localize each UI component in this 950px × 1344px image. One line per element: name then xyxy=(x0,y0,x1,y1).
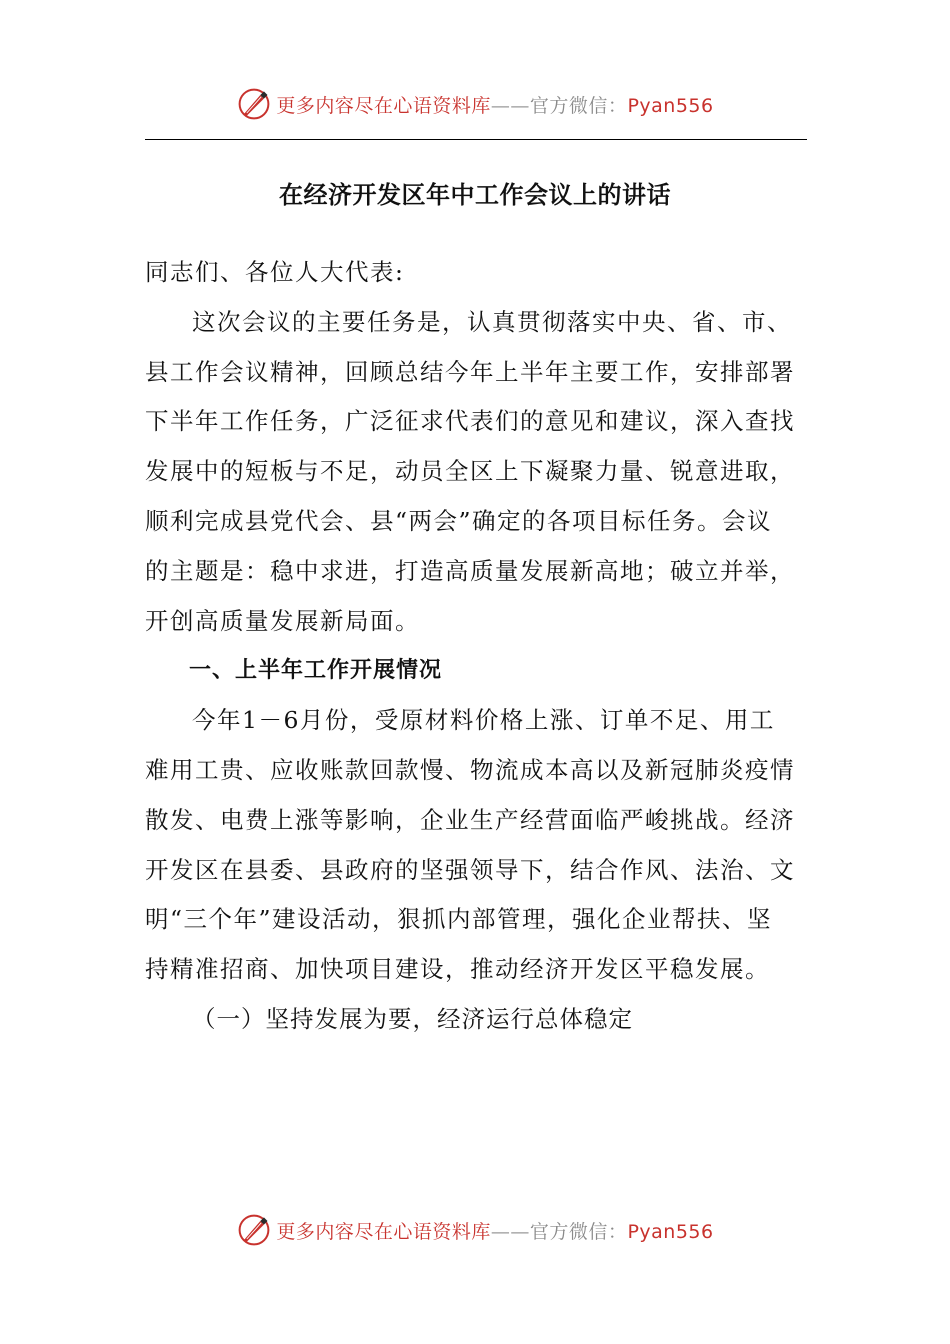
salutation: 同志们、各位人大代表: xyxy=(145,258,405,286)
banner-brand: 更多内容尽在心语资料库 xyxy=(276,94,491,117)
banner-text xyxy=(276,91,713,118)
banner-channel: 官方微信： xyxy=(529,1220,628,1243)
document-title: 在经济开发区年中工作会议上的讲话 xyxy=(279,181,671,209)
section-heading: 一、上半年工作开展情况 xyxy=(189,658,443,684)
intro-paragraph: 这次会议的主要任务是，认真贯彻落实中央、省、市、县工作会议精神，回顾总结今年上半年主要工作，安排部署下半年工作任务，广泛征求代表们的意见和建议，深入查找发展中的短板与不足，动员全区上下凝聚力量、锐意进取，顺利完成县党代会、县“两会”确定的各项目标任务。会议的主题是：稳中求进，打造高质量发展新高地；破立并举，开创高质量发展新局面。 xyxy=(145,307,795,635)
document-body xyxy=(145,248,795,1045)
footer-banner xyxy=(0,1210,950,1250)
section-paragraph: 今年1－6月份，受原材料价格上涨、订单不足、用工难用工贵、应收账款回款慢、物流成本高以及新冠肺炎疫情散发、电费上涨等影响，企业生产经营面临严峻挑战。经济开发区在县委、县政府的坚强领导下，结合作风、法治、文明“三个年”建设活动，狠抓内部管理，强化企业帮扶、坚持精准招商、加快项目建设，推动经济开发区平稳发展。 xyxy=(145,706,795,984)
banner-text xyxy=(276,1217,713,1244)
banner-account: Pyan556 xyxy=(627,94,714,117)
banner-account: Pyan556 xyxy=(627,1220,714,1243)
banner-dash: —— xyxy=(490,94,530,117)
banner-dash: —— xyxy=(490,1220,530,1243)
pen-nib-logo-icon xyxy=(236,1212,272,1248)
header-banner xyxy=(0,84,950,124)
banner-channel: 官方微信： xyxy=(529,94,628,117)
header-divider xyxy=(145,139,807,140)
pen-nib-logo-icon xyxy=(236,86,272,122)
banner-brand: 更多内容尽在心语资料库 xyxy=(276,1220,491,1243)
subsection-heading: （一）坚持发展为要，经济运行总体稳定 xyxy=(192,1004,633,1033)
